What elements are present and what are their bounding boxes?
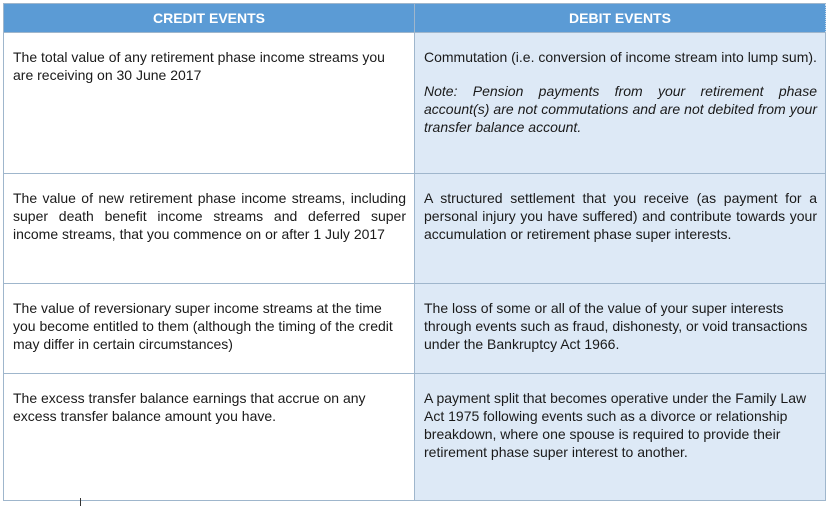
credit-cell: The total value of any retirement phase income streams you are receiving on 30 June 2017	[4, 33, 415, 174]
debit-note: Note: Pension payments from your retirement phase account(s) are not commutations and are not debited from your transfer balance account.	[424, 83, 817, 135]
debit-text: Commutation (i.e. conversion of income stream into lump sum).	[424, 49, 817, 65]
credit-debit-events-table	[3, 3, 826, 501]
debit-cell: The loss of some or all of the value of your super interests through events such as fraud, dishonesty, or void transactions under the Bankruptcy Act 1966.	[415, 284, 826, 374]
table-row	[4, 374, 826, 501]
credit-cell: The value of new retirement phase income streams, including super death benefit income streams and deferred super income streams, that you commence on or after 1 July 2017	[4, 174, 415, 284]
table-row	[4, 33, 826, 174]
debit-cell: A payment split that becomes operative under the Family Law Act 1975 following events such as a divorce or relationship breakdown, where one spouse is required to provide their retirement phase super interest to another.	[415, 374, 826, 501]
table-row	[4, 284, 826, 374]
debit-events-header: DEBIT EVENTS	[415, 4, 826, 33]
text-cursor	[80, 498, 81, 506]
credit-cell: The excess transfer balance earnings that accrue on any excess transfer balance amount you have.	[4, 374, 415, 501]
credit-events-header: CREDIT EVENTS	[4, 4, 415, 33]
debit-cell	[415, 33, 826, 174]
debit-cell: A structured settlement that you receive (as payment for a personal injury you have suffered) and contribute towards your accumulation or retirement phase super interests.	[415, 174, 826, 284]
credit-cell: The value of reversionary super income streams at the time you become entitled to them (although the timing of the credit may differ in certain circumstances)	[4, 284, 415, 374]
table-row	[4, 174, 826, 284]
